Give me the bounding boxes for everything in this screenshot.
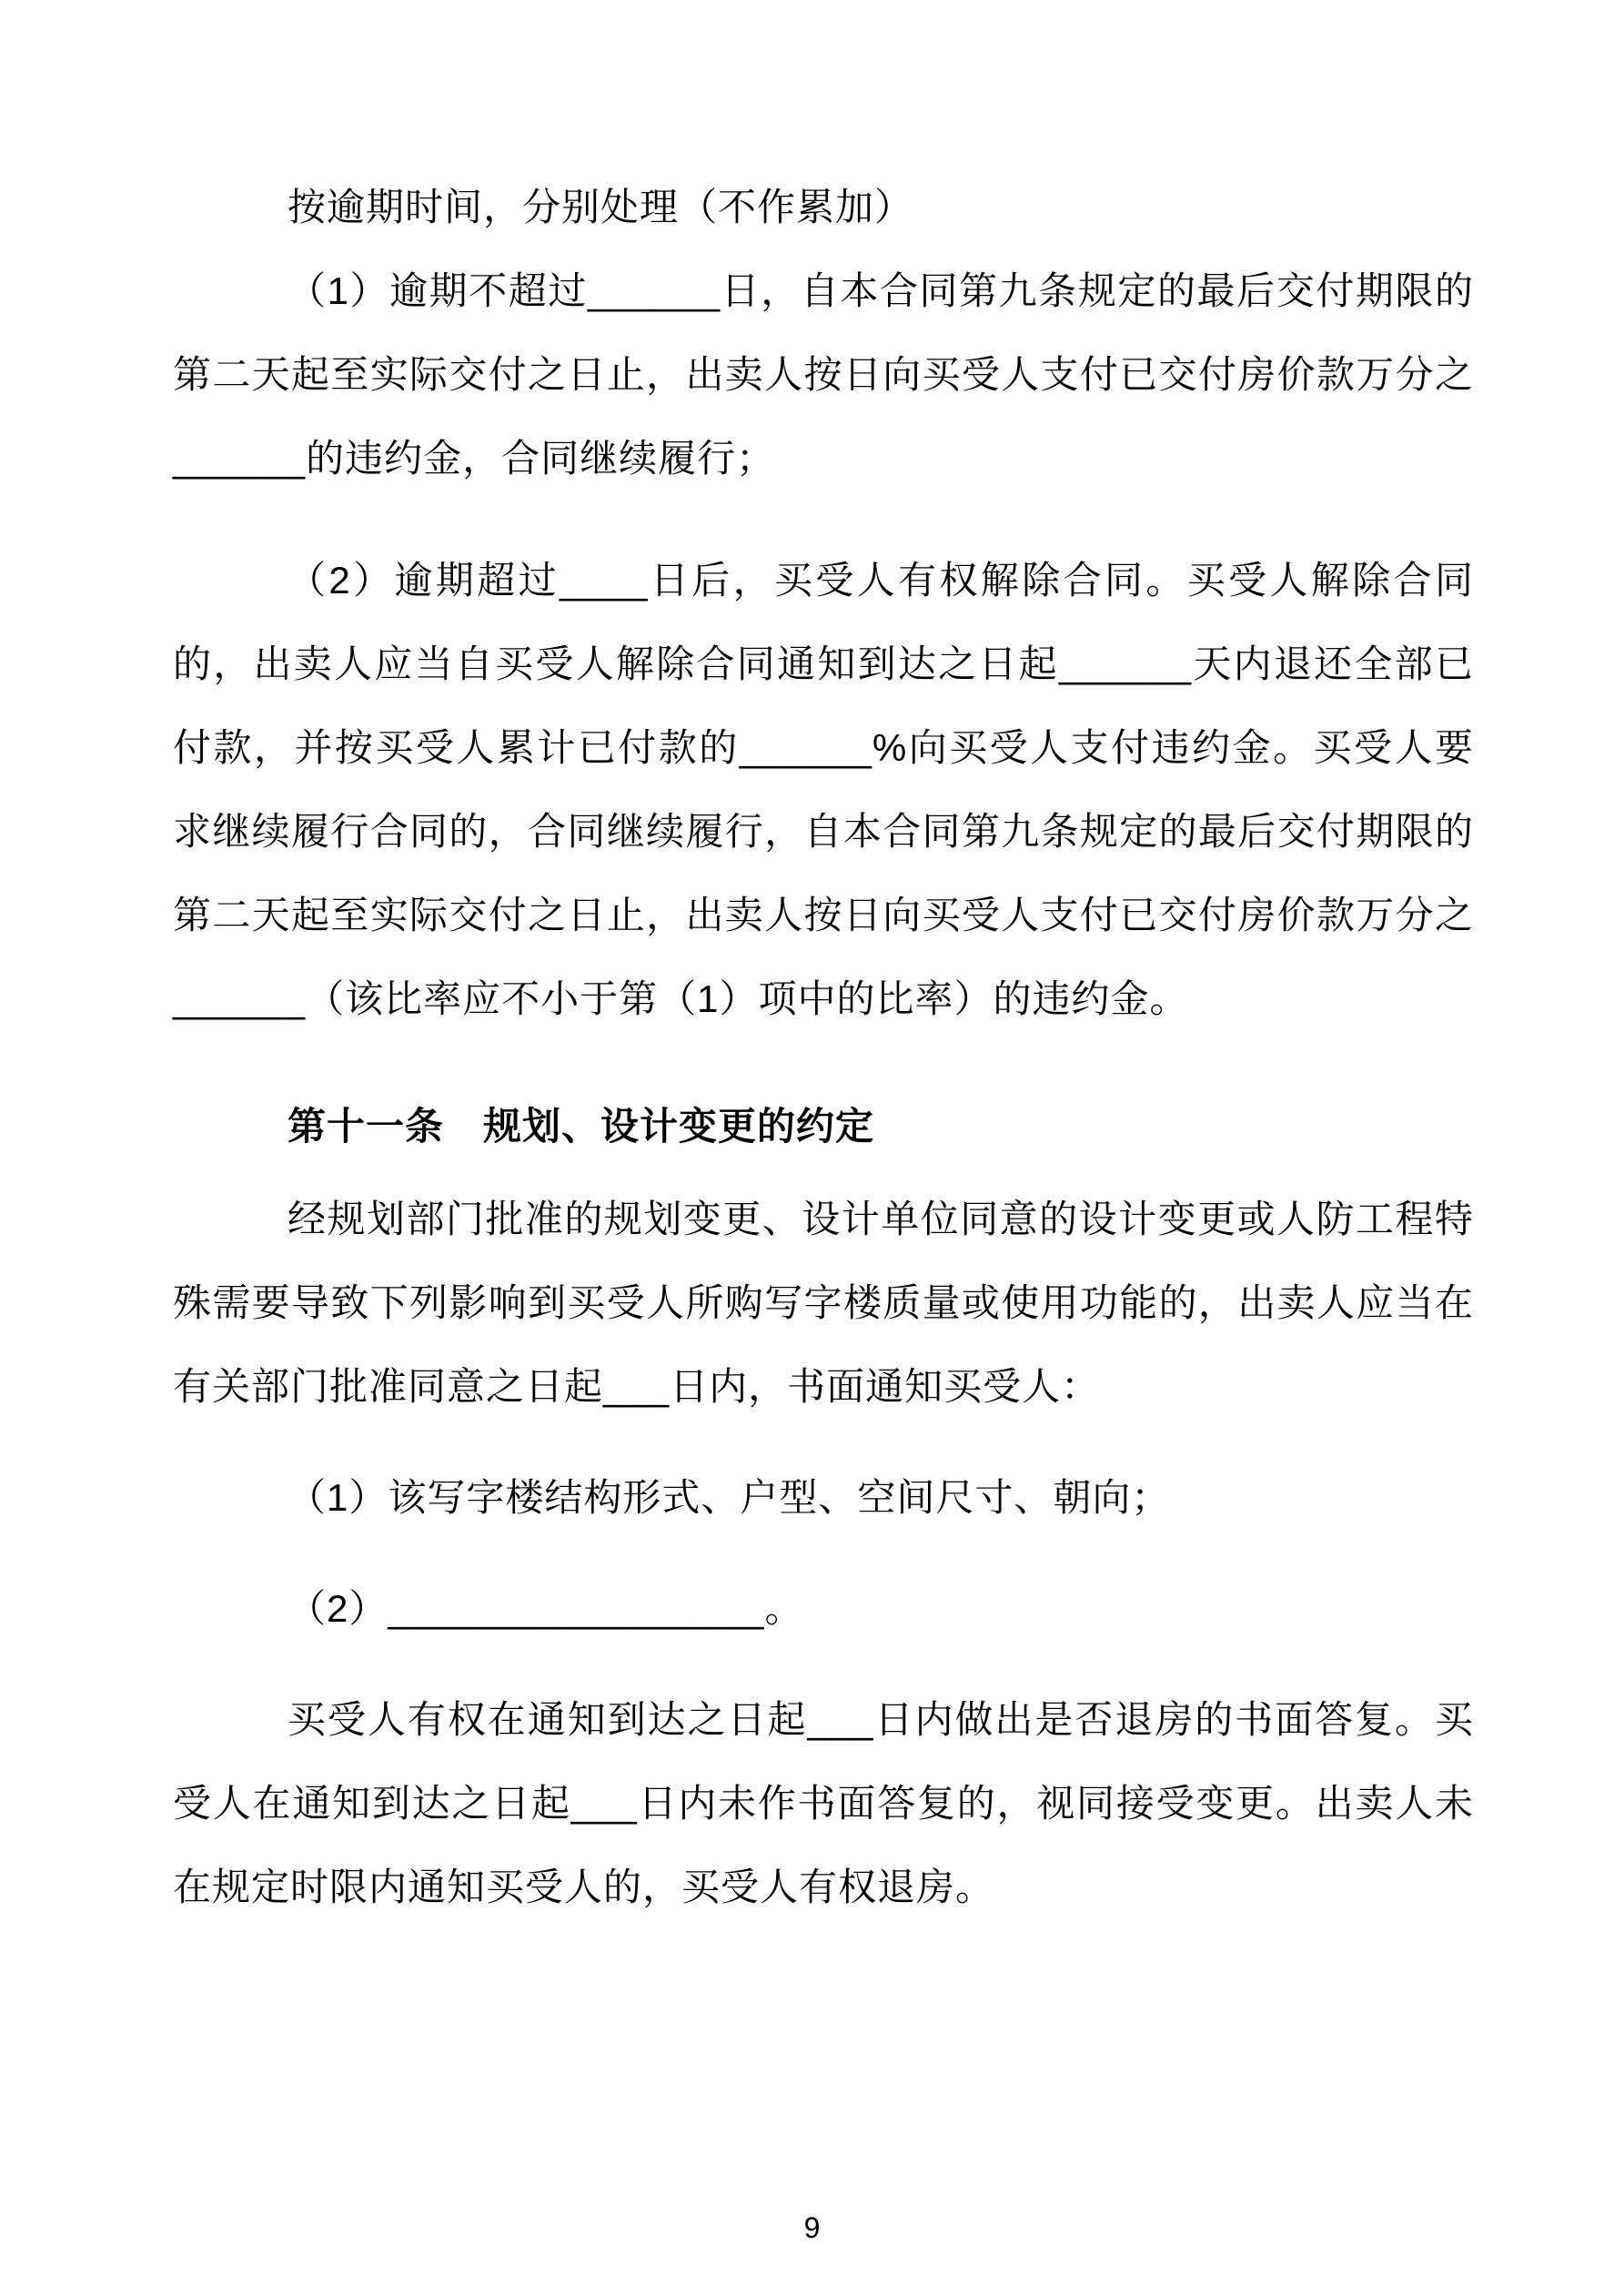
article-11-closing: 买受人有权在通知到达之日起___日内做出是否退房的书面答复。买受人在通知到达之日起___日内未作书面答复的，视同接受变更。出卖人未在规定时限内通知买受人的，买受人有权退房。: [173, 1698, 1474, 1908]
article-11-intro: 经规划部门批准的规划变更、设计单位同意的设计变更或人防工程特殊需要导致下列影响到买受人所购写字楼质量或使用功能的，出卖人应当在有关部门批准同意之日起___日内，书面通知买受人：: [173, 1198, 1474, 1408]
article-11-heading: 第十一条 规划、设计变更的约定: [287, 1105, 875, 1148]
article-11-item-1: （1）该写字楼结构形式、户型、空间尺寸、朝向；: [287, 1476, 1171, 1519]
page-number: 9: [803, 2211, 821, 2244]
article-11-item-2: （2）_________________。: [287, 1587, 804, 1630]
contract-body: [173, 166, 1474, 1929]
clause-overdue-handling-intro: 按逾期时间，分别处理（不作累加）: [287, 186, 914, 228]
clause-overdue-item-1: （1）逾期不超过______日，自本合同第九条规定的最后交付期限的第二天起至实际交付之日止，出卖人按日向买受人支付已交付房价款万分之______的违约金，合同继续履行；: [173, 269, 1474, 480]
clause-overdue-item-2: （2）逾期超过____日后，买受人有权解除合同。买受人解除合同的，出卖人应当自买受人解除合同通知到达之日起______天内退还全部已付款，并按买受人累计已付款的______%向买受人支付违约金。买受人要求继续履行合同的，合同继续履行，自本合同第九条规定的最后交付期限的第二天起至实际交付之日止，出卖人按日向买受人支付已交付房价款万分之______（该比率应不小于第（1）项中的比率）的违约金。: [173, 559, 1474, 1020]
